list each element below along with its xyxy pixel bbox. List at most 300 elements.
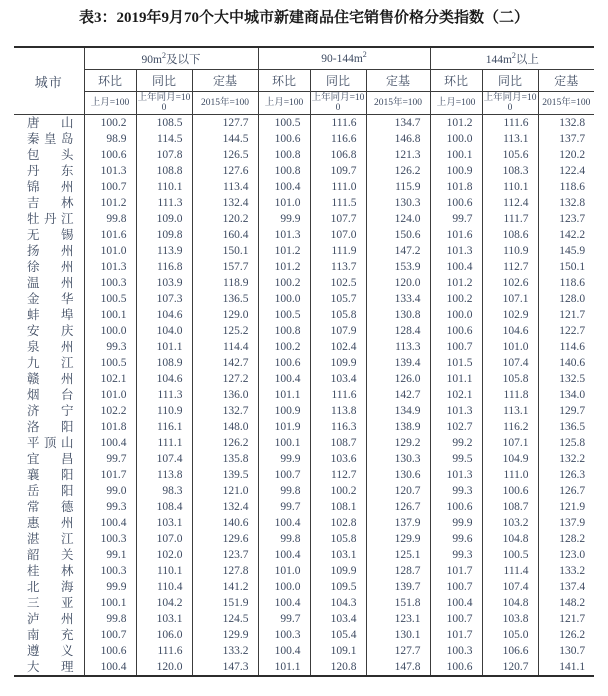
index-value-cell: 150.6: [366, 227, 430, 243]
table-row: [14, 611, 594, 627]
index-value-cell: 102.1: [84, 371, 136, 387]
index-value-cell: 120.2: [192, 211, 258, 227]
index-value-cell: 100.6: [430, 195, 482, 211]
index-value-cell: 101.2: [84, 195, 136, 211]
index-value-cell: 105.8: [482, 371, 538, 387]
index-value-cell: 100.6: [430, 499, 482, 515]
index-value-cell: 100.6: [258, 355, 310, 371]
index-value-cell: 125.8: [538, 435, 594, 451]
index-value-cell: 116.1: [136, 419, 192, 435]
index-value-cell: 104.0: [136, 323, 192, 339]
city-name: 秦 皇 岛: [27, 132, 74, 146]
index-value-cell: 100.0: [258, 291, 310, 307]
sub-header-mom-g3: 上月=100: [430, 92, 482, 115]
header-row-groups: [14, 47, 594, 70]
city-name: 南 充: [27, 628, 74, 642]
index-value-cell: 100.9: [258, 403, 310, 419]
index-value-cell: 101.6: [84, 227, 136, 243]
col-header-yoy-g1: 同比: [136, 70, 192, 92]
index-value-cell: 148.2: [538, 595, 594, 611]
city-name: 九 江: [27, 356, 74, 370]
index-value-cell: 104.8: [482, 531, 538, 547]
city-cell: [14, 499, 84, 515]
index-value-cell: 100.5: [258, 115, 310, 132]
index-value-cell: 130.3: [366, 195, 430, 211]
city-cell: [14, 627, 84, 643]
index-value-cell: 137.7: [538, 131, 594, 147]
index-value-cell: 121.0: [192, 483, 258, 499]
index-value-cell: 128.0: [538, 291, 594, 307]
index-value-cell: 102.7: [430, 419, 482, 435]
table-row: [14, 355, 594, 371]
table-row: [14, 339, 594, 355]
index-value-cell: 101.2: [258, 243, 310, 259]
index-value-cell: 151.8: [366, 595, 430, 611]
index-value-cell: 107.4: [136, 451, 192, 467]
index-value-cell: 109.9: [310, 563, 366, 579]
index-value-cell: 108.7: [310, 435, 366, 451]
city-cell: [14, 275, 84, 291]
city-cell: [14, 179, 84, 195]
index-value-cell: 120.7: [482, 659, 538, 676]
table-row: [14, 659, 594, 676]
index-value-cell: 132.2: [538, 451, 594, 467]
index-value-cell: 103.1: [136, 611, 192, 627]
index-value-cell: 99.7: [430, 211, 482, 227]
city-name: 平 顶 山: [27, 436, 74, 450]
index-value-cell: 100.6: [84, 147, 136, 163]
index-value-cell: 130.3: [366, 451, 430, 467]
city-name: 襄 阳: [27, 468, 74, 482]
index-value-cell: 100.4: [430, 259, 482, 275]
index-value-cell: 126.2: [192, 435, 258, 451]
city-name: 温 州: [27, 276, 74, 290]
index-value-cell: 134.9: [366, 403, 430, 419]
index-value-cell: 105.4: [310, 627, 366, 643]
index-value-cell: 109.5: [310, 579, 366, 595]
index-value-cell: 100.4: [258, 643, 310, 659]
city-name: 徐 州: [27, 260, 74, 274]
index-value-cell: 133.4: [366, 291, 430, 307]
index-value-cell: 127.7: [366, 643, 430, 659]
col-header-mom-g1: 环比: [84, 70, 136, 92]
index-value-cell: 100.4: [84, 515, 136, 531]
index-value-cell: 109.8: [136, 227, 192, 243]
index-value-cell: 100.0: [430, 307, 482, 323]
table-row: [14, 483, 594, 499]
index-value-cell: 144.5: [192, 131, 258, 147]
index-value-cell: 132.4: [192, 499, 258, 515]
sub-header-yoy-g3: 上年同月=100: [483, 93, 537, 113]
table-row: [14, 307, 594, 323]
index-value-cell: 132.5: [538, 371, 594, 387]
index-value-cell: 139.4: [366, 355, 430, 371]
city-cell: [14, 211, 84, 227]
index-value-cell: 111.6: [310, 387, 366, 403]
index-value-cell: 99.8: [84, 611, 136, 627]
index-value-cell: 128.4: [366, 323, 430, 339]
index-value-cell: 100.3: [84, 275, 136, 291]
index-value-cell: 111.3: [136, 387, 192, 403]
city-cell: [14, 339, 84, 355]
city-name: 遵 义: [27, 644, 74, 658]
index-value-cell: 99.9: [258, 451, 310, 467]
city-cell: [14, 531, 84, 547]
index-value-cell: 136.5: [538, 419, 594, 435]
index-value-cell: 116.6: [310, 131, 366, 147]
index-value-cell: 101.3: [84, 163, 136, 179]
index-value-cell: 100.0: [258, 579, 310, 595]
index-value-cell: 136.0: [192, 387, 258, 403]
index-value-cell: 129.2: [366, 435, 430, 451]
index-value-cell: 125.2: [192, 323, 258, 339]
index-value-cell: 100.7: [430, 579, 482, 595]
index-value-cell: 126.0: [366, 371, 430, 387]
index-value-cell: 129.9: [192, 627, 258, 643]
index-value-cell: 99.8: [258, 483, 310, 499]
index-value-cell: 100.2: [310, 483, 366, 499]
index-value-cell: 140.6: [538, 355, 594, 371]
table-row: [14, 531, 594, 547]
index-value-cell: 99.0: [84, 483, 136, 499]
index-value-cell: 108.1: [310, 499, 366, 515]
index-value-cell: 103.4: [310, 371, 366, 387]
index-value-cell: 114.5: [136, 131, 192, 147]
index-value-cell: 103.4: [310, 611, 366, 627]
index-value-cell: 99.3: [84, 339, 136, 355]
table-row: [14, 627, 594, 643]
index-value-cell: 139.7: [366, 579, 430, 595]
index-value-cell: 111.9: [310, 243, 366, 259]
index-value-cell: 138.9: [366, 419, 430, 435]
index-value-cell: 136.5: [192, 291, 258, 307]
table-body: [14, 115, 594, 677]
group-header-144-above: $144m^2$以上: [430, 47, 594, 70]
index-value-cell: 100.4: [258, 371, 310, 387]
index-value-cell: 129.9: [366, 531, 430, 547]
sub-header-yoy-g2: 上年同月=100: [311, 93, 365, 113]
table-row: [14, 451, 594, 467]
city-name: 金 华: [27, 292, 74, 306]
index-value-cell: 107.0: [310, 227, 366, 243]
table-row: [14, 243, 594, 259]
table-row: [14, 515, 594, 531]
index-value-cell: 104.9: [482, 451, 538, 467]
index-value-cell: 128.2: [538, 531, 594, 547]
index-value-cell: 129.6: [192, 531, 258, 547]
index-value-cell: 116.8: [136, 259, 192, 275]
header-row-measures: [14, 70, 594, 92]
city-name: 唐 山: [27, 116, 74, 130]
city-cell: [14, 579, 84, 595]
sub-header-mom-g2: 上月=100: [258, 92, 310, 115]
index-value-cell: 100.8: [258, 163, 310, 179]
index-value-cell: 116.3: [310, 419, 366, 435]
index-value-cell: 102.5: [310, 275, 366, 291]
index-value-cell: 100.4: [258, 547, 310, 563]
index-value-cell: 102.8: [310, 515, 366, 531]
index-value-cell: 141.2: [192, 579, 258, 595]
index-value-cell: 137.4: [538, 579, 594, 595]
page-title: 表3：2019年9月70个大中城市新建商品住宅销售价格分类指数（二）: [78, 10, 529, 26]
city-name: 济 宁: [27, 404, 74, 418]
index-value-cell: 107.3: [136, 291, 192, 307]
index-value-cell: 101.3: [430, 467, 482, 483]
table-row: [14, 547, 594, 563]
index-value-cell: 102.9: [482, 307, 538, 323]
table-row: [14, 467, 594, 483]
index-value-cell: 100.1: [258, 435, 310, 451]
col-header-yoy-g3: 同比: [482, 70, 538, 92]
city-name: 常 德: [27, 500, 74, 514]
index-value-cell: 132.4: [192, 195, 258, 211]
index-value-cell: 100.3: [84, 531, 136, 547]
city-name: 韶 关: [27, 548, 74, 562]
index-value-cell: 101.0: [84, 387, 136, 403]
index-value-cell: 102.4: [310, 339, 366, 355]
index-value-cell: 147.3: [192, 659, 258, 676]
index-value-cell: 101.8: [430, 179, 482, 195]
city-name: 北 海: [27, 580, 74, 594]
index-value-cell: 120.0: [136, 659, 192, 676]
city-name: 烟 台: [27, 388, 74, 402]
index-value-cell: 99.2: [430, 435, 482, 451]
index-value-cell: 120.8: [310, 659, 366, 676]
index-value-cell: 111.8: [482, 387, 538, 403]
index-value-cell: 101.1: [430, 371, 482, 387]
index-value-cell: 129.0: [192, 307, 258, 323]
city-name: 湛 江: [27, 532, 74, 546]
index-value-cell: 145.9: [538, 243, 594, 259]
col-header-base-g3: 定基: [538, 70, 594, 92]
index-value-cell: 99.5: [430, 451, 482, 467]
index-value-cell: 108.7: [482, 499, 538, 515]
index-value-cell: 99.6: [430, 531, 482, 547]
city-name: 无 锡: [27, 228, 74, 242]
index-value-cell: 99.9: [258, 211, 310, 227]
index-value-cell: 123.1: [366, 611, 430, 627]
index-value-cell: 108.6: [482, 227, 538, 243]
city-cell: [14, 611, 84, 627]
index-value-cell: 103.1: [310, 547, 366, 563]
index-value-cell: 110.9: [136, 403, 192, 419]
index-value-cell: 147.2: [366, 243, 430, 259]
table-row: [14, 579, 594, 595]
table-row: [14, 387, 594, 403]
index-value-cell: 127.8: [192, 563, 258, 579]
index-value-cell: 126.2: [366, 163, 430, 179]
city-name: 安 庆: [27, 324, 74, 338]
index-value-cell: 101.9: [258, 419, 310, 435]
index-value-cell: 109.0: [136, 211, 192, 227]
index-value-cell: 142.7: [192, 355, 258, 371]
index-value-cell: 111.5: [310, 195, 366, 211]
index-value-cell: 147.8: [366, 659, 430, 676]
index-value-cell: 104.3: [310, 595, 366, 611]
index-value-cell: 100.2: [430, 291, 482, 307]
index-value-cell: 113.4: [192, 179, 258, 195]
city-cell: [14, 259, 84, 275]
index-value-cell: 100.1: [430, 147, 482, 163]
index-value-cell: 100.4: [258, 515, 310, 531]
city-cell: [14, 115, 84, 132]
index-value-cell: 107.8: [136, 147, 192, 163]
city-column-header: 城市: [14, 47, 84, 115]
index-value-cell: 101.7: [430, 563, 482, 579]
table-row: [14, 403, 594, 419]
index-value-cell: 101.0: [258, 563, 310, 579]
index-value-cell: 123.0: [538, 547, 594, 563]
index-value-cell: 99.8: [84, 211, 136, 227]
index-value-cell: 99.1: [84, 547, 136, 563]
index-value-cell: 142.2: [538, 227, 594, 243]
index-value-cell: 111.0: [482, 467, 538, 483]
city-cell: [14, 435, 84, 451]
table-header: [14, 47, 594, 115]
table-row: [14, 259, 594, 275]
index-value-cell: 102.1: [430, 387, 482, 403]
index-value-cell: 101.7: [430, 627, 482, 643]
index-value-cell: 109.9: [310, 355, 366, 371]
index-value-cell: 132.7: [192, 403, 258, 419]
col-header-mom-g2: 环比: [258, 70, 310, 92]
index-value-cell: 116.2: [482, 419, 538, 435]
sub-header-base-g1: 2015年=100: [192, 92, 258, 115]
index-value-cell: 130.1: [366, 627, 430, 643]
city-name: 惠 州: [27, 516, 74, 530]
index-value-cell: 100.7: [84, 179, 136, 195]
index-value-cell: 101.3: [430, 243, 482, 259]
index-value-cell: 153.9: [366, 259, 430, 275]
index-value-cell: 101.3: [84, 259, 136, 275]
index-value-cell: 127.2: [192, 371, 258, 387]
index-value-cell: 100.4: [84, 435, 136, 451]
index-value-cell: 100.5: [258, 307, 310, 323]
index-value-cell: 126.7: [538, 483, 594, 499]
index-value-cell: 101.2: [430, 115, 482, 132]
table-row: [14, 435, 594, 451]
index-value-cell: 108.8: [136, 163, 192, 179]
index-value-cell: 100.2: [258, 339, 310, 355]
index-value-cell: 113.3: [366, 339, 430, 355]
city-name: 丹 东: [27, 164, 74, 178]
index-value-cell: 110.9: [482, 243, 538, 259]
index-value-cell: 100.3: [430, 643, 482, 659]
index-value-cell: 150.1: [538, 259, 594, 275]
index-value-cell: 126.3: [538, 467, 594, 483]
index-value-cell: 100.6: [84, 643, 136, 659]
index-value-cell: 126.2: [538, 627, 594, 643]
index-value-cell: 122.4: [538, 163, 594, 179]
index-value-cell: 107.9: [310, 323, 366, 339]
index-value-cell: 100.4: [430, 595, 482, 611]
city-cell: [14, 467, 84, 483]
city-cell: [14, 419, 84, 435]
index-value-cell: 100.3: [84, 563, 136, 579]
index-value-cell: 107.4: [482, 579, 538, 595]
city-cell: [14, 243, 84, 259]
city-name: 锦 州: [27, 180, 74, 194]
index-value-cell: 101.0: [84, 243, 136, 259]
index-value-cell: 105.0: [482, 627, 538, 643]
index-value-cell: 107.1: [482, 291, 538, 307]
group-header-90-below: $90m^2$及以下: [84, 47, 258, 70]
index-value-cell: 132.8: [538, 195, 594, 211]
col-header-mom-g3: 环比: [430, 70, 482, 92]
city-name: 赣 州: [27, 372, 74, 386]
city-name: 宜 昌: [27, 452, 74, 466]
city-cell: [14, 595, 84, 611]
table-row: [14, 419, 594, 435]
index-value-cell: 101.2: [258, 259, 310, 275]
index-value-cell: 105.7: [310, 291, 366, 307]
index-value-cell: 111.1: [136, 435, 192, 451]
table-row: [14, 371, 594, 387]
city-name: 泸 州: [27, 612, 74, 626]
index-value-cell: 114.4: [192, 339, 258, 355]
index-value-cell: 134.7: [366, 115, 430, 132]
index-value-cell: 112.7: [482, 259, 538, 275]
city-name: 包 头: [27, 148, 74, 162]
table-row: [14, 211, 594, 227]
index-value-cell: 113.7: [310, 259, 366, 275]
city-name: 大 理: [27, 660, 74, 674]
index-value-cell: 135.8: [192, 451, 258, 467]
index-value-cell: 100.7: [84, 627, 136, 643]
city-cell: [14, 371, 84, 387]
index-value-cell: 100.6: [258, 131, 310, 147]
index-value-cell: 121.7: [538, 611, 594, 627]
index-value-cell: 127.7: [192, 115, 258, 132]
index-value-cell: 142.7: [366, 387, 430, 403]
index-value-cell: 100.4: [258, 595, 310, 611]
index-value-cell: 100.1: [84, 307, 136, 323]
city-cell: [14, 147, 84, 163]
index-value-cell: 104.2: [136, 595, 192, 611]
index-value-cell: 100.6: [430, 323, 482, 339]
index-value-cell: 140.6: [192, 515, 258, 531]
index-value-cell: 113.8: [310, 403, 366, 419]
index-value-cell: 123.7: [538, 211, 594, 227]
index-value-cell: 112.7: [310, 467, 366, 483]
table-row: [14, 115, 594, 132]
index-value-cell: 99.7: [258, 499, 310, 515]
index-value-cell: 114.6: [538, 339, 594, 355]
index-value-cell: 111.6: [310, 115, 366, 132]
index-value-cell: 110.1: [136, 179, 192, 195]
index-value-cell: 103.2: [482, 515, 538, 531]
index-value-cell: 100.4: [258, 179, 310, 195]
table-row: [14, 499, 594, 515]
index-value-cell: 108.3: [482, 163, 538, 179]
index-value-cell: 139.5: [192, 467, 258, 483]
index-value-cell: 100.8: [258, 147, 310, 163]
index-value-cell: 112.4: [482, 195, 538, 211]
city-cell: [14, 355, 84, 371]
city-cell: [14, 227, 84, 243]
index-value-cell: 99.7: [258, 611, 310, 627]
index-value-cell: 103.9: [136, 275, 192, 291]
index-value-cell: 105.6: [482, 147, 538, 163]
index-value-cell: 102.6: [482, 275, 538, 291]
table-row: [14, 195, 594, 211]
index-value-cell: 110.4: [136, 579, 192, 595]
price-index-table: [14, 46, 594, 677]
index-value-cell: 151.9: [192, 595, 258, 611]
index-value-cell: 102.2: [84, 403, 136, 419]
city-cell: [14, 307, 84, 323]
index-value-cell: 125.1: [366, 547, 430, 563]
